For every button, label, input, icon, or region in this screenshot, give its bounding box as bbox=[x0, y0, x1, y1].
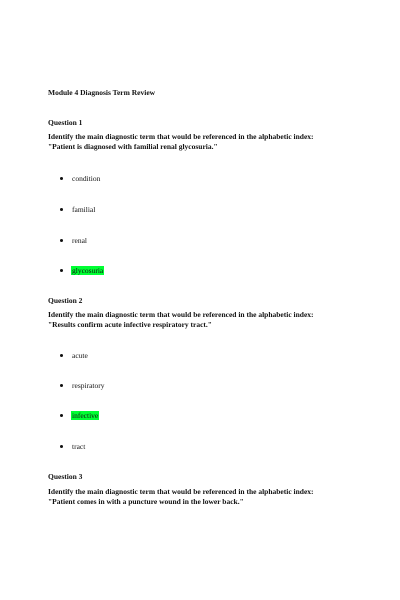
question-2-option-4[interactable] bbox=[60, 441, 86, 451]
question-1-prompt-line-2: "Patient is diagnosed with familial renal glycosuria." bbox=[48, 141, 218, 151]
question-1-option-1[interactable] bbox=[60, 173, 101, 183]
option-label: renal bbox=[72, 235, 87, 245]
question-1-prompt-line-1: Identify the main diagnostic term that would be referenced in the alphabetic index: bbox=[48, 132, 314, 141]
question-2-prompt-line-2: "Results confirm acute infective respiratory tract." bbox=[48, 319, 212, 329]
bullet-icon bbox=[60, 177, 63, 180]
question-3-heading: Question 3 bbox=[48, 472, 83, 481]
question-3-prompt-line-2: "Patient comes in with a puncture wound in the lower back." bbox=[48, 496, 244, 506]
question-1-prompt bbox=[48, 132, 368, 151]
bullet-icon bbox=[60, 239, 63, 242]
bullet-icon bbox=[60, 269, 63, 272]
bullet-icon bbox=[60, 384, 63, 387]
question-1-heading: Question 1 bbox=[48, 118, 83, 127]
option-label: acute bbox=[72, 350, 88, 360]
option-label: condition bbox=[72, 173, 101, 183]
option-label: tract bbox=[72, 441, 86, 451]
question-2-prompt-line-1: Identify the main diagnostic term that would be referenced in the alphabetic index: bbox=[48, 310, 314, 319]
option-label-highlighted: infective bbox=[72, 410, 99, 420]
bullet-icon bbox=[60, 354, 63, 357]
question-1-option-3[interactable] bbox=[60, 235, 88, 245]
bullet-icon bbox=[60, 414, 63, 417]
question-2-prompt bbox=[48, 310, 368, 329]
question-1-option-2[interactable] bbox=[60, 204, 96, 214]
option-label: familial bbox=[72, 204, 96, 214]
document-title: Module 4 Diagnosis Term Review bbox=[48, 88, 156, 97]
bullet-icon bbox=[60, 445, 63, 448]
bullet-icon bbox=[60, 208, 63, 211]
question-2-heading: Question 2 bbox=[48, 296, 83, 305]
question-3-prompt-line-1: Identify the main diagnostic term that would be referenced in the alphabetic index: bbox=[48, 487, 314, 496]
question-1-option-4[interactable] bbox=[60, 265, 104, 275]
question-2-option-3[interactable] bbox=[60, 410, 99, 420]
question-2-option-1[interactable] bbox=[60, 350, 89, 360]
question-3-prompt bbox=[48, 487, 368, 506]
option-label-highlighted: glycosuria bbox=[72, 265, 104, 275]
question-2-option-2[interactable] bbox=[60, 380, 106, 390]
option-label: respiratory bbox=[72, 380, 105, 390]
